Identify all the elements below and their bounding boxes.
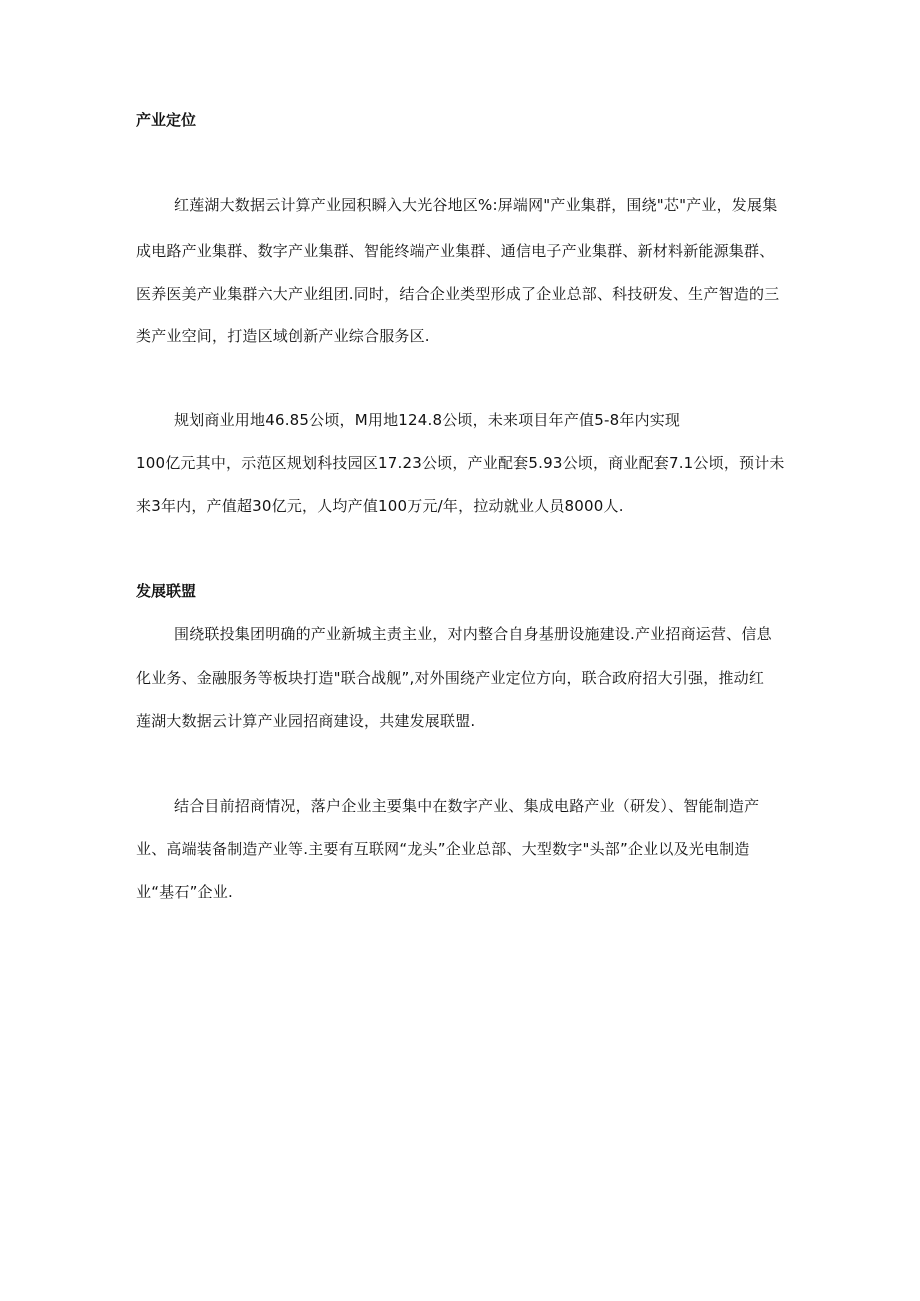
paragraph-line: 来3年内，产值超30亿元，人均产值100万元/年，拉动就业人员8000人.: [136, 497, 624, 515]
paragraph-line: 红莲湖大数据云计算产业园积瞬入大光谷地区%:屏端网"产业集群，围绕"芯"产业，发展集: [174, 196, 778, 214]
paragraph-line: 类产业空间，打造区域创新产业综合服务区.: [136, 327, 430, 345]
paragraph-line: 业、高端装备制造产业等.主要有互联网“龙头”企业总部、大型数字"头部”企业以及光电制造: [136, 840, 750, 858]
paragraph-line: 成电路产业集群、数字产业集群、智能终端产业集群、通信电子产业集群、新材料新能源集群、: [136, 242, 775, 260]
paragraph-line: 100亿元其中，示范区规划科技园区17.23公顷，产业配套5.93公顷，商业配套7.1公顷，预计未: [136, 454, 785, 472]
paragraph-line: 围绕联投集团明确的产业新城主责主业，对内整合自身基册设施建设.产业招商运营、信息: [174, 625, 772, 643]
paragraph-line: 化业务、金融服务等板块打造"联合战舰”,对外围绕产业定位方向，联合政府招大引强，推动红: [136, 669, 765, 687]
section-heading-industry-positioning: 产业定位: [136, 111, 197, 129]
paragraph-line: 结合目前招商情况，落户企业主要集中在数字产业、集成电路产业（研发）、智能制造产: [174, 797, 760, 815]
paragraph-line: 规划商业用地46.85公顷，M用地124.8公顷，未来项目年产值5-8年内实现: [174, 411, 681, 429]
section-heading-development-alliance: 发展联盟: [136, 582, 197, 600]
paragraph-line: 业“基石”企业.: [136, 883, 233, 901]
paragraph-line: 医养医美产业集群六大产业组团.同时，结合企业类型形成了企业总部、科技研发、生产智造的三: [136, 285, 780, 303]
paragraph-line: 莲湖大数据云计算产业园招商建设，共建发展联盟.: [136, 712, 476, 730]
